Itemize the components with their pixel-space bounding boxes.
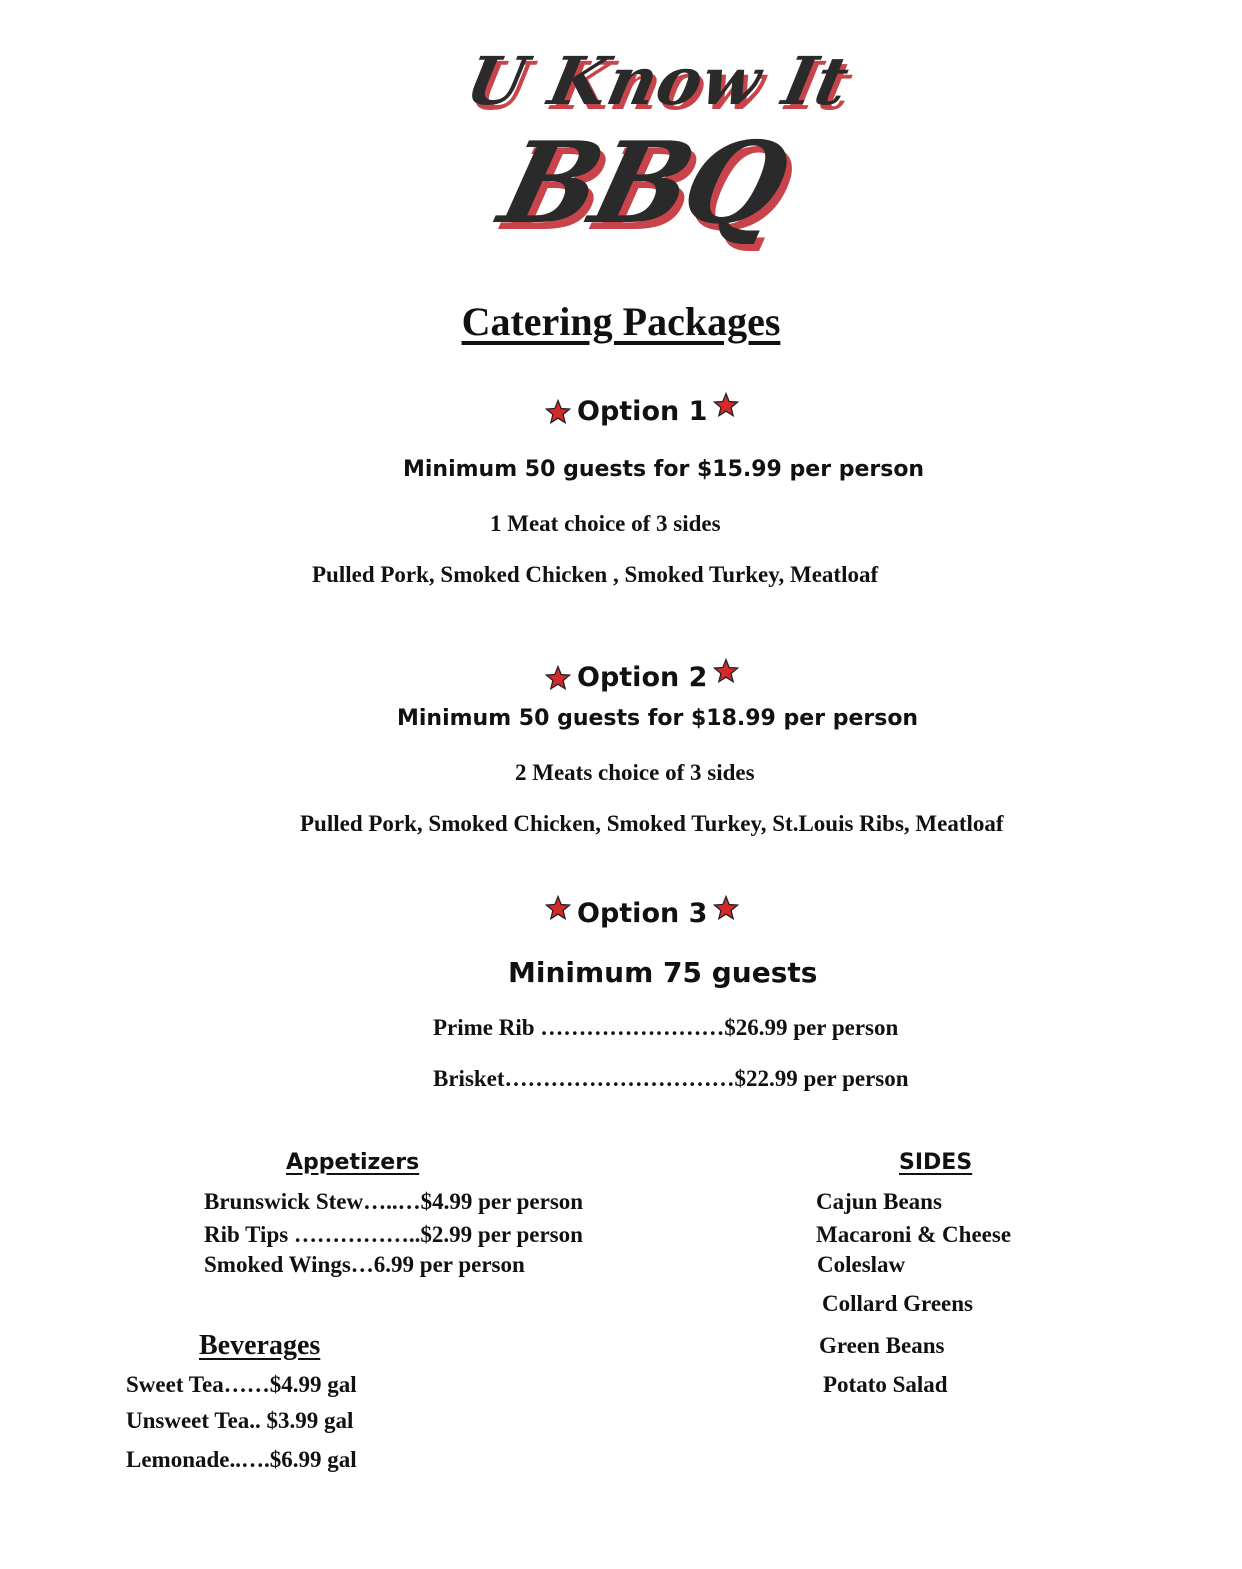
- logo-line-2: BBQ: [488, 118, 797, 249]
- beverages-heading: Beverages: [199, 1330, 321, 1361]
- side-item: Cajun Beans: [816, 1189, 942, 1214]
- option-2-choice: 2 Meats choice of 3 sides: [515, 760, 755, 785]
- option-1-minimum: Minimum 50 guests for $15.99 per person: [403, 457, 925, 482]
- side-item: Macaroni & Cheese: [816, 1222, 1012, 1247]
- appetizer-item: Smoked Wings…6.99 per person: [204, 1252, 525, 1277]
- option-2-meats: Pulled Pork, Smoked Chicken, Smoked Turkey, St.Louis Ribs, Meatloaf: [300, 811, 1004, 836]
- appetizers-heading: Appetizers: [286, 1150, 420, 1175]
- option-1-choice: 1 Meat choice of 3 sides: [490, 511, 721, 536]
- option-3-minimum: Minimum 75 guests: [508, 956, 818, 989]
- option-3-label: Option 3: [577, 898, 708, 929]
- star-icon: [545, 399, 571, 425]
- option-2-heading: [545, 662, 739, 693]
- option-3-item: Prime Rib ……………………$26.99 per person: [433, 1015, 899, 1040]
- appetizer-item: Brunswick Stew…..…$4.99 per person: [204, 1189, 584, 1214]
- star-icon: [545, 665, 571, 691]
- option-3-item: Brisket…………………………$22.99 per person: [433, 1066, 909, 1091]
- beverage-item: Lemonade..….$6.99 gal: [126, 1447, 357, 1472]
- beverage-item: Sweet Tea……$4.99 gal: [126, 1372, 357, 1397]
- side-item: Potato Salad: [823, 1372, 948, 1397]
- option-1-meats: Pulled Pork, Smoked Chicken , Smoked Turkey, Meatloaf: [312, 562, 879, 587]
- beverage-item: Unsweet Tea.. $3.99 gal: [126, 1408, 354, 1433]
- page-title: Catering Packages: [461, 299, 781, 344]
- side-item: Green Beans: [819, 1333, 945, 1358]
- star-icon: [713, 392, 739, 418]
- star-icon: [713, 658, 739, 684]
- logo-line-1: U Know It: [459, 42, 857, 120]
- appetizer-item: Rib Tips ……………..$2.99 per person: [204, 1222, 583, 1247]
- option-1-label: Option 1: [577, 396, 708, 427]
- option-2-label: Option 2: [577, 662, 708, 693]
- option-3-heading: [545, 898, 739, 929]
- side-item: Coleslaw: [817, 1252, 906, 1277]
- option-2-minimum: Minimum 50 guests for $18.99 per person: [397, 706, 919, 731]
- side-item: Collard Greens: [822, 1291, 973, 1316]
- sides-heading: SIDES: [899, 1150, 973, 1175]
- option-1-heading: [545, 396, 739, 427]
- star-icon: [713, 895, 739, 921]
- star-icon: [545, 895, 571, 921]
